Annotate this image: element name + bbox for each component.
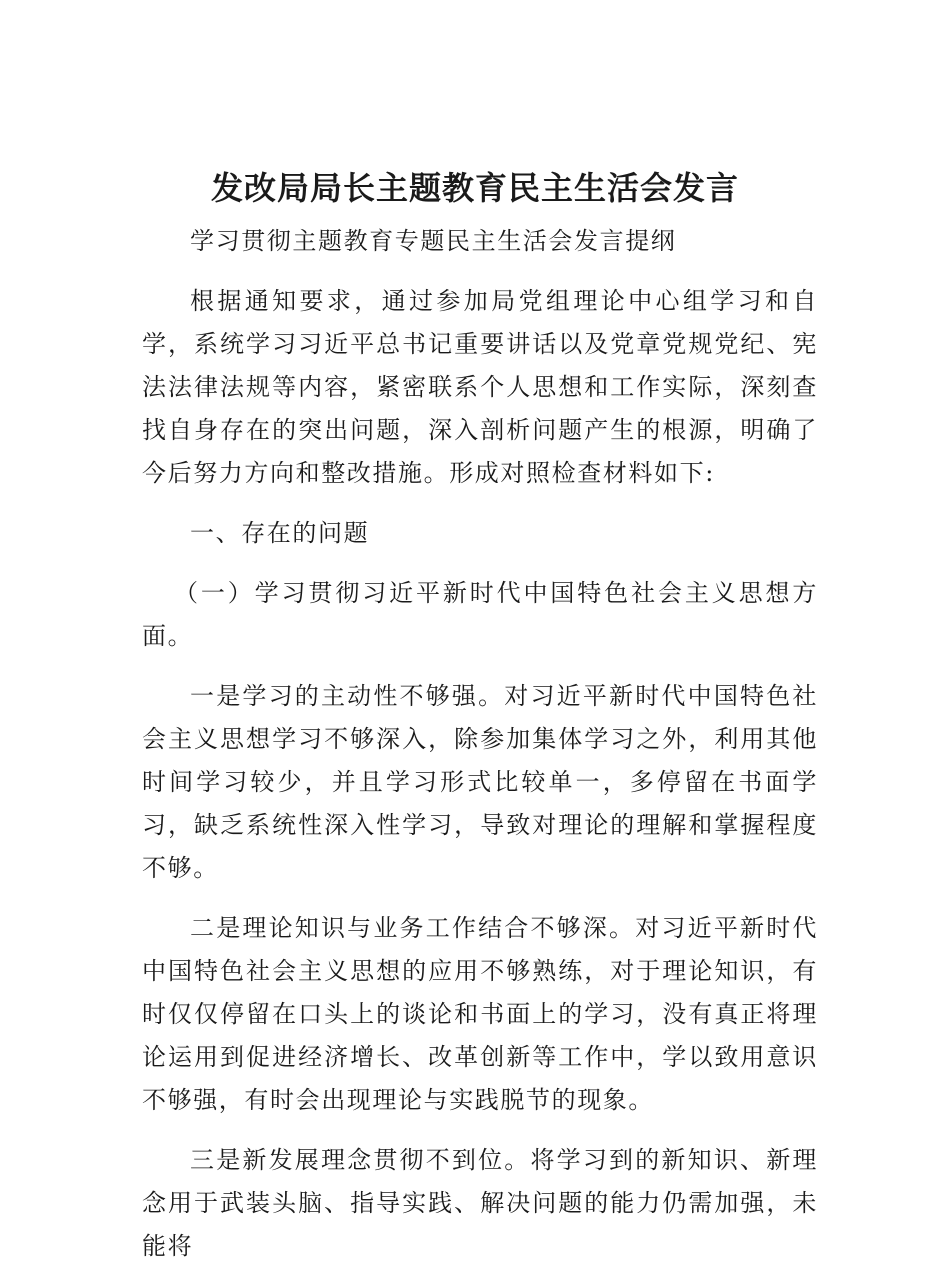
paragraph-outline-title: 学习贯彻主题教育专题民主生活会发言提纲 xyxy=(190,227,677,255)
document-title: 发改局局长主题教育民主生活会发言 xyxy=(210,169,739,207)
section-heading-problems: 一、存在的问题 xyxy=(190,519,370,547)
paragraph-intro: 根据通知要求，通过参加局党组理论中心组学习和自学，系统学习习近平总书记重要讲话以及党章党规党纪、宪法法律法规等内容，紧密联系个人思想和工作实际，深刻查找自身存在的突出问题，深入剖析问题产生的根源，明确了今后努力方向和整改措施。形成对照检查材料如下: xyxy=(142,287,818,487)
document-body xyxy=(142,220,818,1285)
paragraph-point-three: 三是新发展理念贯彻不到位。将学习到的新知识、新理念用于武装头脑、指导实践、解决问题的能力仍需加强，未能将 xyxy=(142,1146,818,1260)
paragraph-point-one: 一是学习的主动性不够强。对习近平新时代中国特色社会主义思想学习不够深入，除参加集体学习之外，利用其他时间学习较少，并且学习形式比较单一，多停留在书面学习，缺乏系统性深入性学习，导致对理论的理解和掌握程度不够。 xyxy=(142,682,818,882)
subsection-heading-study: （一）学习贯彻习近平新时代中国特色社会主义思想方面。 xyxy=(142,579,818,650)
paragraph-point-two: 二是理论知识与业务工作结合不够深。对习近平新时代中国特色社会主义思想的应用不够熟练，对于理论知识，有时仅仅停留在口头上的谈论和书面上的学习，没有真正将理论运用到促进经济增长、改革创新等工作中，学以致用意识不够强，有时会出现理论与实践脱节的现象。 xyxy=(142,914,818,1114)
